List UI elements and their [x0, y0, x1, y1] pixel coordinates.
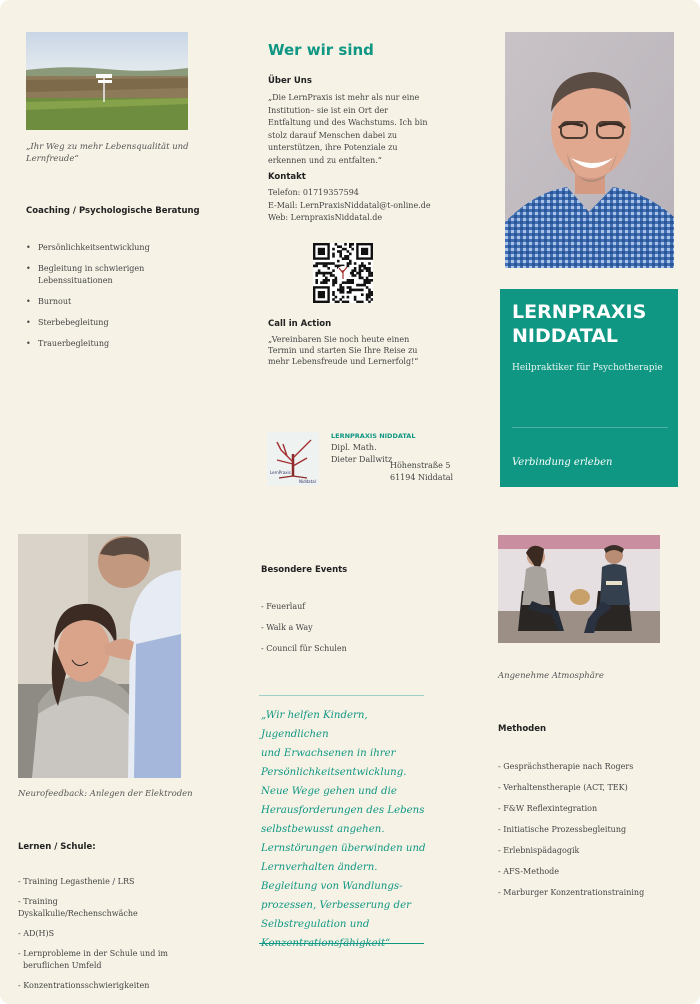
list-item: - F&W Reflexintegration: [498, 804, 598, 813]
brand-panel: [500, 289, 678, 487]
brand-divider: [512, 427, 668, 428]
portrait-photo: [505, 32, 674, 268]
neurofeedback-photo: [18, 534, 181, 778]
logo-small-text: LernPraxis: [270, 470, 291, 475]
list-item: • Burnout: [26, 296, 166, 308]
logo-person-title: Dipl. Math.: [331, 443, 377, 452]
methods-list: [498, 761, 644, 899]
list-item: • Sterbebegleitung: [26, 317, 166, 329]
brand-tagline: Verbindung erleben: [512, 457, 613, 468]
list-item: - Training Legasthenie / LRS: [18, 877, 135, 886]
list-item: - Feuerlauf: [261, 602, 306, 611]
landscape-photo: [26, 32, 188, 130]
learn-heading: Lernen / Schule:: [18, 842, 96, 852]
quote-line: „Wir helfen Kindern, Jugendlichen: [261, 710, 368, 740]
neurofeedback-caption: Neurofeedback: Anlegen der Elektroden: [18, 789, 193, 799]
list-item: • Trauerbegleitung: [26, 338, 166, 350]
list-item: - Gesprächstherapie nach Rogers: [498, 762, 634, 771]
cta-heading: Call in Action: [268, 319, 332, 329]
events-heading: Besondere Events: [261, 565, 348, 575]
therapy-room-photo: [498, 535, 660, 643]
list-item: - Verhaltenstherapie (ACT, TEK): [498, 783, 628, 792]
list-item: - Walk a Way: [261, 623, 313, 632]
list-item: - Training Dyskalkulie/Rechenschwäche: [18, 897, 138, 918]
methods-heading: Methoden: [498, 724, 547, 734]
quote-line: Persönlichkeitsentwicklung.: [261, 767, 407, 778]
logo-person-name: Dieter Dallwitz: [331, 455, 393, 464]
quote-block: [261, 706, 431, 953]
contact-web: Web: LernpraxisNiddatal.de: [268, 213, 383, 222]
quote-bottom-rule: [259, 943, 424, 944]
coaching-heading: Coaching / Psychologische Beratung: [26, 206, 200, 216]
address-street: Höhenstraße 5: [390, 461, 451, 470]
events-list: [261, 601, 347, 655]
list-item: - Initiatische Prozessbegleitung: [498, 825, 627, 834]
brand-line-2: NIDDATAL: [512, 325, 619, 347]
brand-subtitle: Heilpraktiker für Psychotherapie: [512, 363, 663, 373]
coaching-list: [26, 242, 166, 350]
contact-email: E-Mail: LernPraxisNiddatal@t-online.de: [268, 201, 431, 210]
list-item: • Persönlichkeitsentwicklung: [26, 242, 166, 254]
list-item: • Begleitung in schwierigen Lebenssituationen: [26, 263, 166, 287]
contact-phone: Telefon: 01719357594: [268, 188, 359, 197]
logo-brand: LERNPRAXIS NIDDATAL: [331, 432, 416, 440]
list-item: - Erlebnispädagogik: [498, 846, 580, 855]
cta-text: „Vereinbaren Sie noch heute einen Termin und starten Sie Ihre Reise zu mehr Lebensfreude und Lernerfolg!“: [268, 335, 419, 366]
quote-line: Lernstörungen überwinden und: [261, 843, 426, 854]
quote-line: Selbstregulation und: [261, 919, 370, 930]
quote-line: Begleitung von Wandlungs-: [261, 881, 403, 892]
about-heading: Über Uns: [268, 76, 312, 86]
contact-heading: Kontakt: [268, 172, 306, 182]
quote-line: Neue Wege gehen und die: [261, 786, 397, 797]
qr-code: [313, 243, 373, 303]
list-item: - Lernprobleme in der Schule und im beruflichen Umfeld: [18, 949, 168, 970]
about-text: „Die LernPraxis ist mehr als nur eine Institution– sie ist ein Ort der Entfaltung und des Wachstums. Ich bin stolz darauf Menschen dabei zu unterstützen, ihre Potenziale zu erkennen und zu entfalten.“: [268, 93, 428, 165]
quote-top-rule: [259, 695, 424, 696]
logo-tree: [267, 432, 319, 486]
logo-small-text-2: Niddatal: [299, 479, 316, 484]
quote-line: und Erwachsenen in ihrer: [261, 748, 396, 759]
quote-line: prozessen, Verbesserung der: [261, 900, 411, 911]
list-item: - Konzentrationsschwierigkeiten: [18, 981, 150, 990]
list-item: - AFS-Methode: [498, 867, 560, 876]
therapy-room-caption: Angenehme Atmosphäre: [498, 671, 604, 681]
brand-line-1: LERNPRAXIS: [512, 301, 647, 323]
list-item: - Council für Schulen: [261, 644, 347, 653]
quote-line: Herausforderungen des Lebens: [261, 805, 425, 816]
landscape-caption: „Ihr Weg zu mehr Lebensqualität und Lernfreude“: [26, 142, 189, 164]
section-title: Wer wir sind: [268, 41, 374, 59]
learn-list: [18, 876, 178, 992]
address-city: 61194 Niddatal: [390, 473, 454, 482]
quote-line: Lernverhalten ändern.: [261, 862, 378, 873]
list-item: - Marburger Konzentrationstraining: [498, 888, 645, 897]
quote-line: selbstbewusst angehen.: [261, 824, 385, 835]
list-item: - AD(H)S: [18, 929, 55, 938]
